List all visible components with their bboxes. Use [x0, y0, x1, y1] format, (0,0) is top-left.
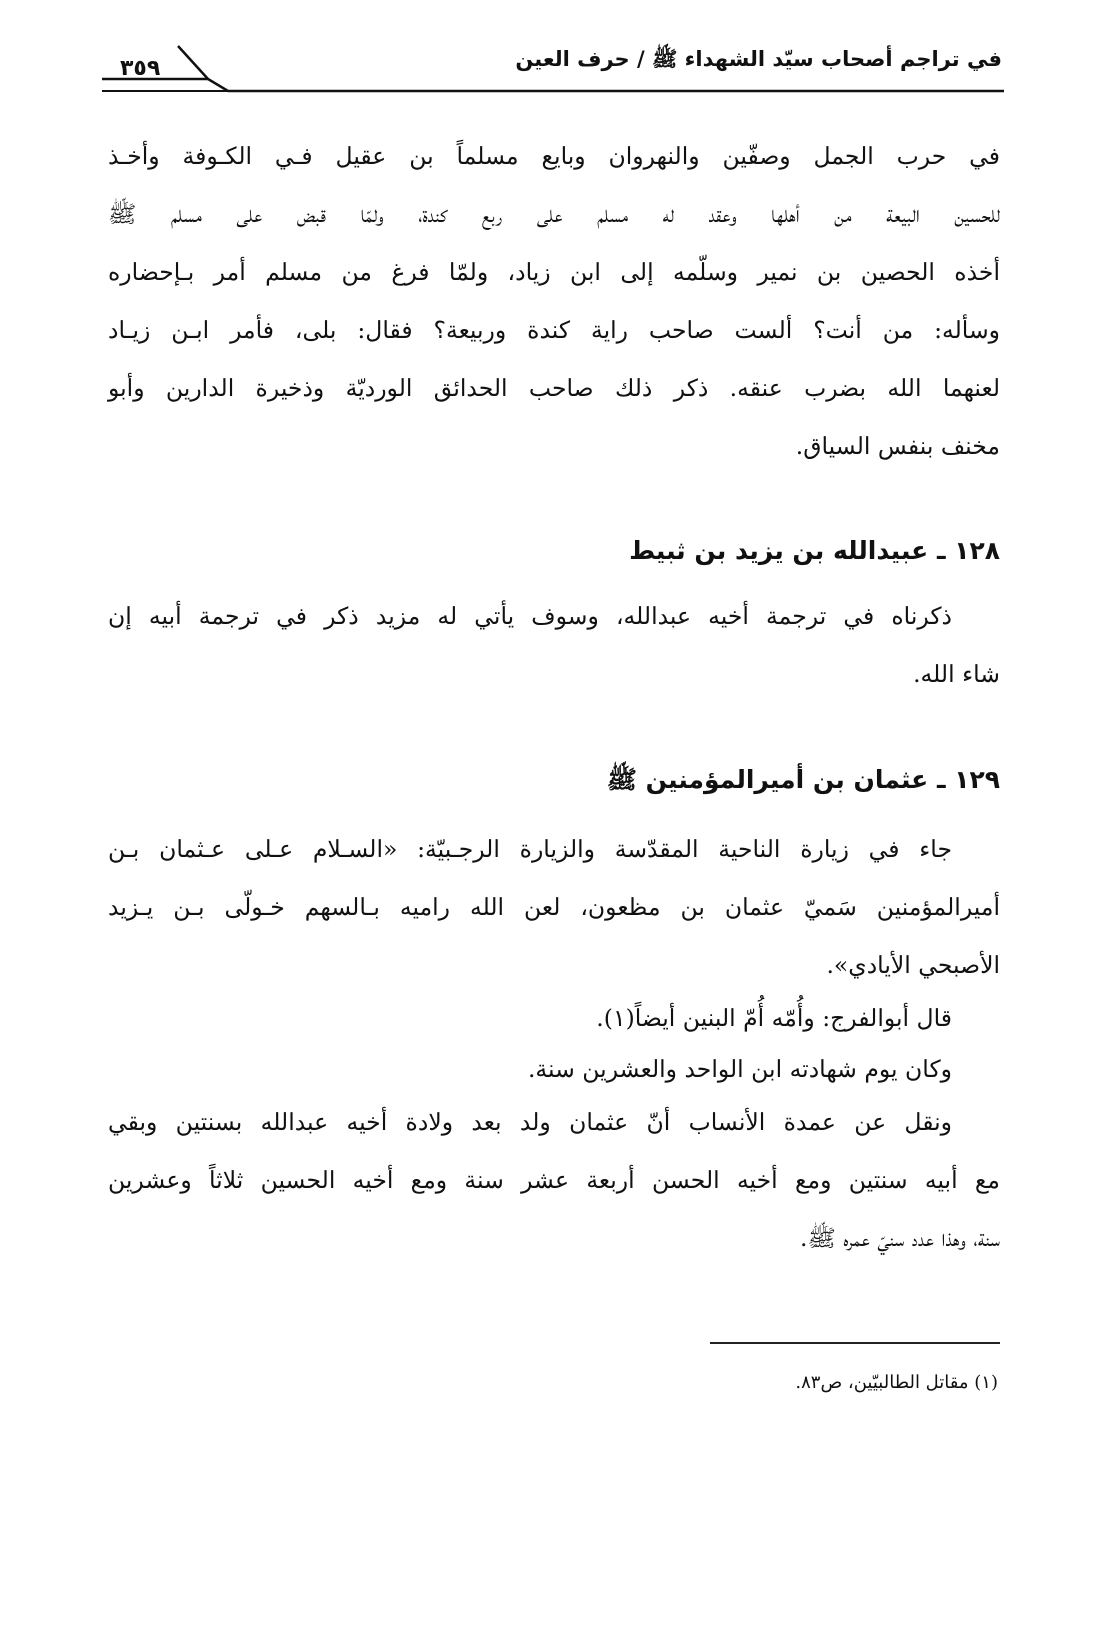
section-128-line-1: ذكرناه في ترجمة أخيه عبدالله، وسوف يأتي له مزيد ذكر في ترجمة أبيه إن: [108, 602, 952, 630]
running-header-title: في تراجم أصحاب سيّد الشهداء ﷺ / حرف العين: [515, 47, 1002, 71]
section-128-line-2: شاء الله.: [913, 660, 1000, 688]
section-129-heading: ١٢٩ ـ عثمان بن أميرالمؤمنين ﷺ: [606, 765, 1000, 794]
paragraph-1-line-2: للحسين البيعة من أهلها وعقد له مسلم على ربع كندة، ولمّا قبض على مسلم ﷺ: [108, 200, 1000, 228]
section-129-line-4: قال أبوالفرج: وأُمّه أُمّ البنين أيضاً(١).: [596, 1004, 952, 1032]
section-129-line-1: جاء في زيارة الناحية المقدّسة والزيارة الرجـبيّة: «السـلام عـلى عـثمان بـن: [108, 835, 952, 863]
paragraph-1-line-5: لعنهما الله بضرب عنقه. ذكر ذلك صاحب الحدائق الورديّة وذخيرة الدارين وأبو: [108, 374, 1000, 402]
section-129-line-8: سنة، وهذا عدد سنيّ عمره ﷺ.: [800, 1224, 1000, 1252]
footnote-rule: [710, 1342, 1000, 1344]
paragraph-1-line-6: مخنف بنفس السياق.: [795, 432, 1000, 460]
section-129-line-3: الأصبحي الأيادي».: [826, 951, 1000, 979]
section-129-line-7: مع أبيه سنتين ومع أخيه الحسن أربعة عشر سنة ومع أخيه الحسين ثلاثاً وعشرين: [108, 1166, 1000, 1194]
section-129-line-6: ونقل عن عمدة الأنساب أنّ عثمان ولد بعد ولادة أخيه عبدالله بسنتين وبقي: [108, 1108, 952, 1136]
page-number: ٣٥٩: [120, 56, 161, 81]
paragraph-1-line-4: وسأله: من أنت؟ ألست صاحب راية كندة وربيعة؟ فقال: بلى، فأمر ابـن زيـاد: [108, 316, 1000, 344]
section-129-line-2: أميرالمؤمنين سَميّ عثمان بن مظعون، لعن الله راميه بـالسهم خـولّى بـن يـزيد: [108, 893, 1000, 921]
section-128-heading: ١٢٨ ـ عبيدالله بن يزيد بن ثبيط: [629, 536, 1000, 565]
paragraph-1-line-3: أخذه الحصين بن نمير وسلّمه إلى ابن زياد، ولمّا فرغ من مسلم أمر بـإحضاره: [108, 258, 1000, 286]
section-129-line-5: وكان يوم شهادته ابن الواحد والعشرين سنة.: [527, 1055, 952, 1083]
paragraph-1-line-1: في حرب الجمل وصفّين والنهروان وبايع مسلماً بن عقيل فـي الكـوفة وأخـذ: [108, 142, 1000, 170]
footnote: (١) مقاتل الطالبيّين، ص٨٣.: [795, 1372, 998, 1393]
header-rule: [0, 0, 1110, 110]
